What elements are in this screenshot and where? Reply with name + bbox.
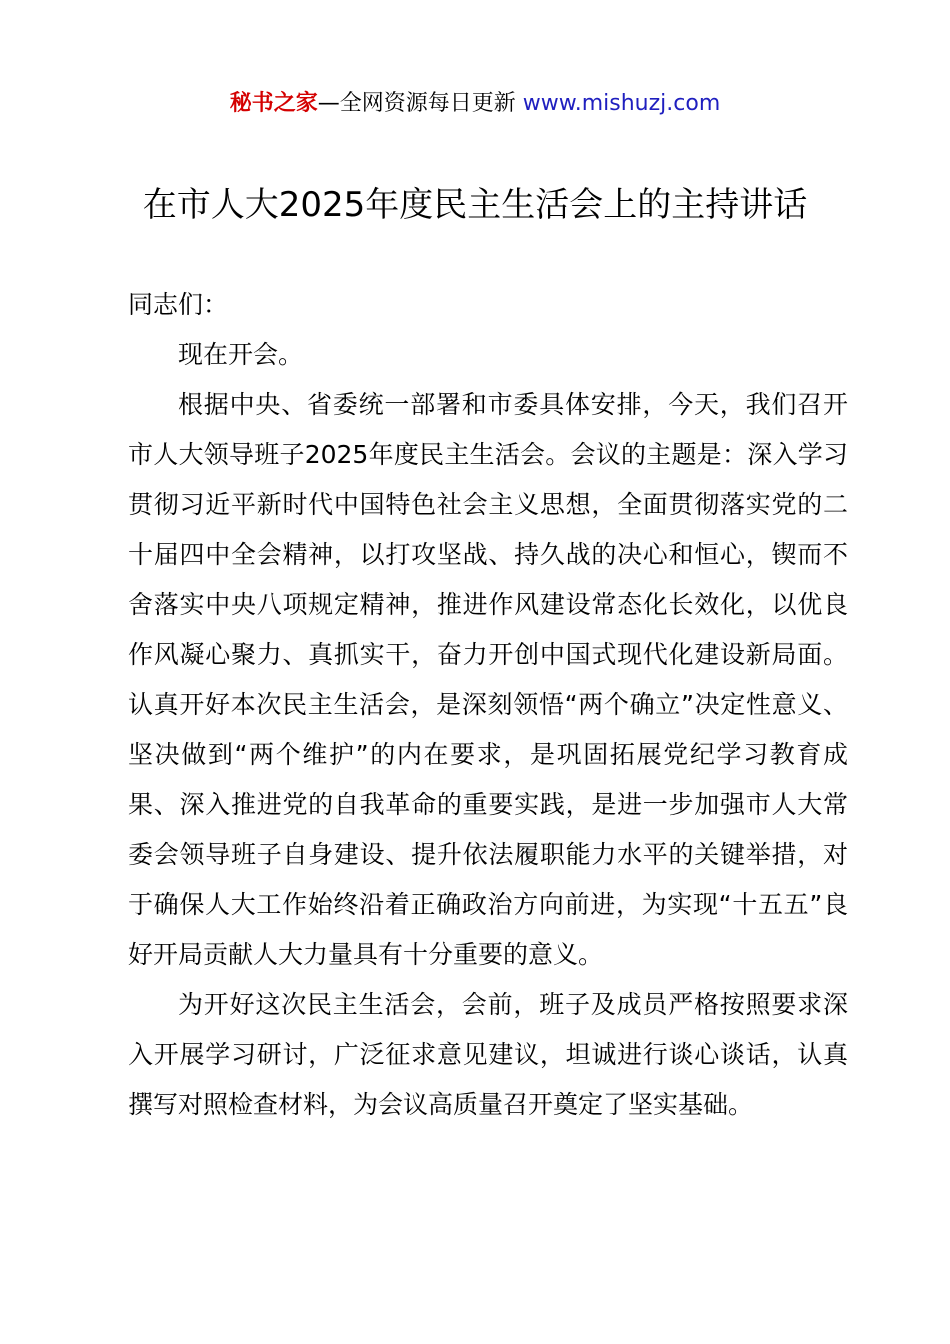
salutation: 同志们：: [128, 290, 229, 319]
site-url-link[interactable]: www.mishuzj.com: [522, 91, 721, 116]
document-body: [128, 280, 848, 1130]
site-brand: 秘书之家: [229, 91, 318, 116]
paragraph: 现在开会。: [178, 340, 304, 369]
site-tagline: —全网资源每日更新: [317, 91, 516, 116]
site-header: [0, 88, 950, 120]
document-title: 在市人大2025年度民主生活会上的主持讲话: [142, 185, 808, 225]
paragraph: 根据中央、省委统一部署和市委具体安排，今天，我们召开市人大领导班子2025年度民主生活会。会议的主题是：深入学习贯彻习近平新时代中国特色社会主义思想，全面贯彻落实党的二十届四中全会精神，以打攻坚战、持久战的决心和恒心，锲而不舍落实中央八项规定精神，推进作风建设常态化长效化，以优良作风凝心聚力、真抓实干，奋力开创中国式现代化建设新局面。认真开好本次民主生活会，是深刻领悟“两个确立”决定性意义、坚决做到“两个维护”的内在要求，是巩固拓展党纪学习教育成果、深入推进党的自我革命的重要实践，是进一步加强市人大常委会领导班子自身建设、提升依法履职能力水平的关键举措，对于确保人大工作始终沿着正确政治方向前进，为实现“十五五”良好开局贡献人大力量具有十分重要的意义。: [128, 390, 848, 969]
paragraph: 为开好这次民主生活会，会前，班子及成员严格按照要求深入开展学习研讨，广泛征求意见建议，坦诚进行谈心谈话，认真撰写对照检查材料，为会议高质量召开奠定了坚实基础。: [128, 990, 848, 1119]
